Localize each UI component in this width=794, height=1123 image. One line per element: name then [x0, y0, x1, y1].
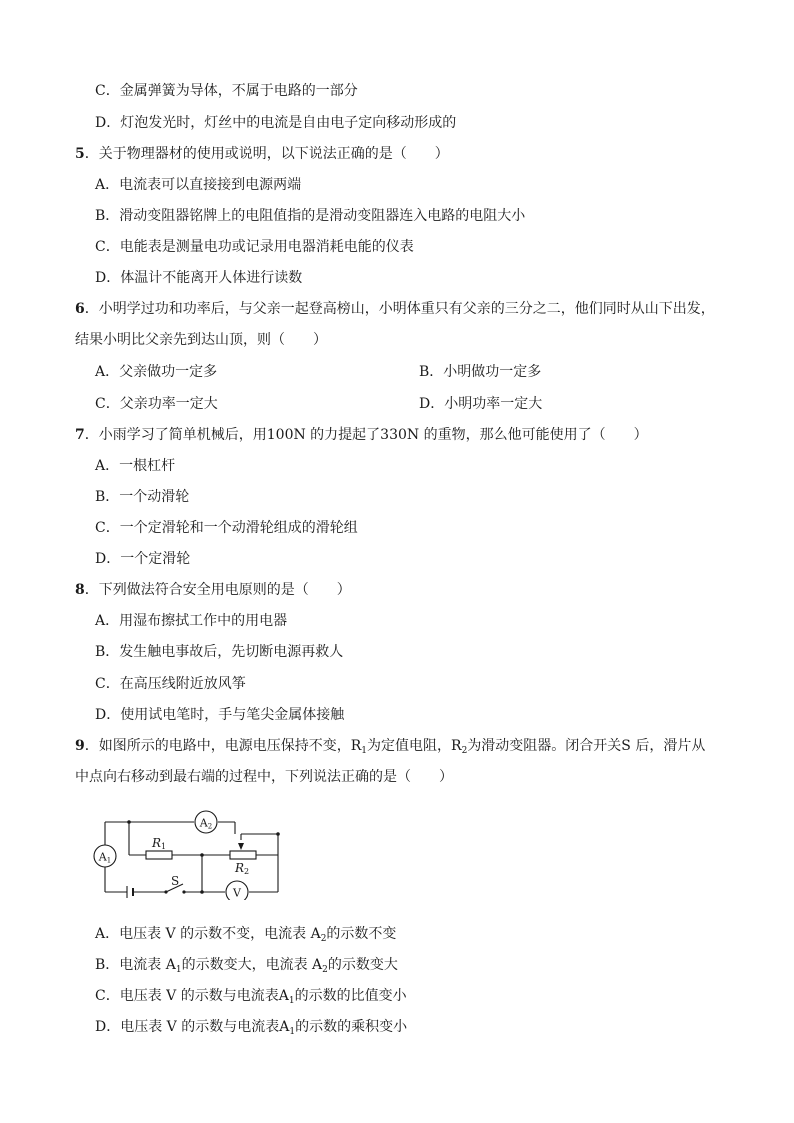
q5-option-d: D．体温计不能离开人体进行读数 — [95, 270, 303, 286]
switch-contact — [164, 890, 167, 893]
q7-stem: 7．小雨学习了简单机械后，用100N 的力提起了330N 的重物，那么他可能使用了（ ） — [75, 427, 648, 443]
q9-option-c: C．电压表 V 的示数与电流表$A_1$的示数的比值变小 — [95, 988, 407, 1006]
switch-contact — [182, 890, 185, 893]
q6-option-a: A．父亲做功一定多 — [95, 364, 218, 380]
r1-label: R1 — [152, 836, 167, 851]
q6-option-b: B．小明做功一定多 — [419, 364, 542, 380]
q5-option-b: B．滑动变阻器铭牌上的电阻值指的是滑动变阻器连入电路的电阻大小 — [95, 208, 526, 224]
q7-option-d: D．一个定滑轮 — [95, 551, 191, 567]
q8-number: 8 — [75, 582, 85, 598]
r1-resistor — [146, 851, 172, 859]
q7-option-c: C．一个定滑轮和一个动滑轮组成的滑轮组 — [95, 520, 358, 536]
q4-option-d: D．灯泡发光时，灯丝中的电流是自由电子定向移动形成的 — [95, 115, 457, 131]
switch-label: S — [171, 874, 180, 888]
q8-option-c: C．在高压线附近放风筝 — [95, 676, 246, 692]
q9-stem-line2: 中点向右移动到最右端的过程中，下列说法正确的是（ ） — [75, 769, 453, 785]
q9-stem-line1: 9．如图所示的电路中，电源电压保持不变，$R_1$为定值电阻，$R_2$为滑动变阻器。闭合开关S 后，滑片从 — [75, 738, 706, 756]
q5-stem: 5．关于物理器材的使用或说明，以下说法正确的是（ ） — [75, 146, 449, 162]
q6-stem-line1: 6．小明学过功和功率后，与父亲一起登高榜山，小明体重只有父亲的三分之二，他们同时从山下出发， — [75, 301, 715, 317]
circuit-diagram — [88, 800, 288, 900]
q8-stem: 8．下列做法符合安全用电原则的是（ ） — [75, 582, 351, 598]
q7-option-a: A．一根杠杆 — [95, 458, 176, 474]
ammeter-a1-label: A1 — [98, 850, 112, 865]
q4-option-c: C．金属弹簧为导体，不属于电路的一部分 — [95, 83, 358, 99]
q9-number: 9 — [75, 738, 85, 754]
q5-option-c: C．电能表是测量电功或记录用电器消耗电能的仪表 — [95, 239, 414, 255]
q9-option-b: B．电流表 $A_1$的示数变大，电流表 $A_2$的示数变大 — [95, 957, 398, 975]
q7-option-b: B．一个动滑轮 — [95, 489, 190, 505]
q6-option-c: C．父亲功率一定大 — [95, 396, 218, 412]
r2-rheostat — [230, 851, 256, 859]
junction-dot — [200, 853, 204, 857]
q8-option-d: D．使用试电笔时，手与笔尖金属体接触 — [95, 707, 345, 723]
q8-option-a: A．用湿布擦拭工作中的用电器 — [95, 613, 288, 629]
q6-stem-line2: 结果小明比父亲先到达山顶，则（ ） — [75, 332, 327, 348]
voltmeter-label: V — [233, 886, 241, 900]
q9-option-a: A．电压表 V 的示数不变，电流表 $A_2$的示数不变 — [95, 926, 397, 944]
slider-arrow-icon — [238, 843, 244, 850]
junction-dot — [276, 832, 280, 836]
junction-dot — [127, 820, 131, 824]
ammeter-a2-label: A2 — [199, 816, 213, 831]
q8-option-b: B．发生触电事故后，先切断电源再救人 — [95, 644, 344, 660]
junction-dot — [200, 890, 204, 894]
r2-label: R2 — [235, 861, 250, 876]
q7-number: 7 — [75, 427, 85, 443]
q9-option-d: D．电压表 V 的示数与电流表$A_1$的示数的乘积变小 — [95, 1019, 408, 1037]
q5-option-a: A．电流表可以直接接到电源两端 — [95, 177, 302, 193]
q6-number: 6 — [75, 301, 85, 317]
q5-number: 5 — [75, 146, 85, 162]
q6-option-d: D．小明功率一定大 — [419, 396, 543, 412]
